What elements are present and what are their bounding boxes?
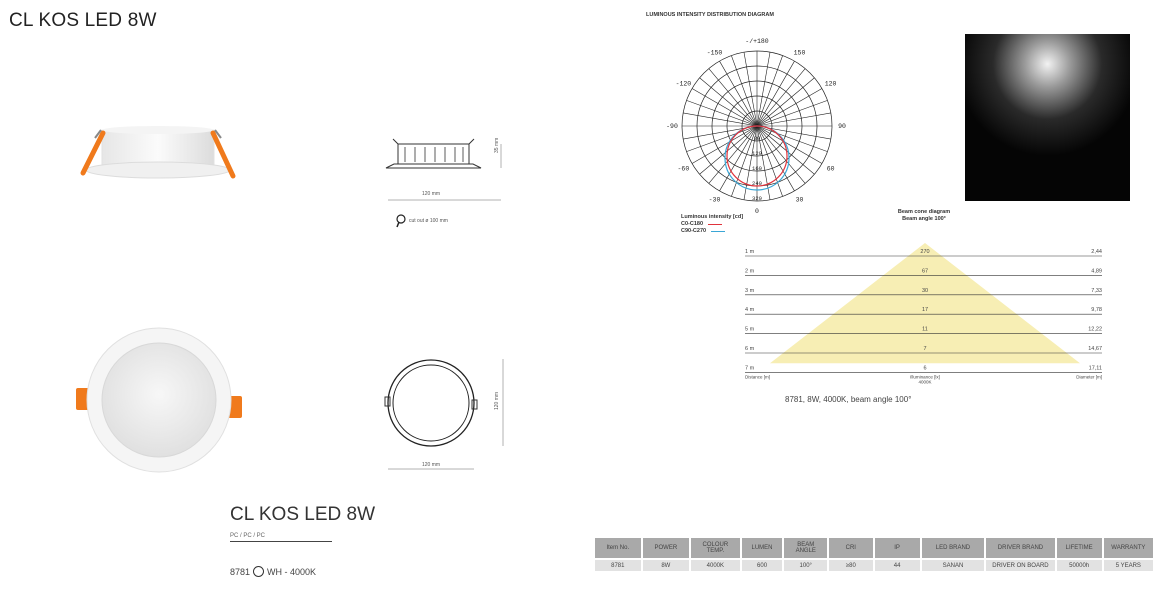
polar-radial-label: 80 — [753, 135, 761, 142]
dimension-width-top: 120 mm — [422, 462, 441, 468]
cone-illuminance: 6 — [923, 365, 927, 372]
cutout-label: cut out ø 100 mm — [409, 218, 448, 224]
legend-label: C0-C180 — [681, 221, 704, 227]
product-name: CL KOS LED 8W — [230, 504, 376, 525]
cone-distance: 5 m — [745, 326, 755, 333]
variant-label: WH - 4000K — [267, 566, 317, 577]
polar-diagram — [662, 28, 852, 215]
light-photo — [965, 34, 1130, 201]
legend-swatch — [711, 231, 725, 232]
legend-item-c90 — [681, 228, 743, 235]
legend-label: C90-C270 — [681, 228, 707, 234]
cone-distance: 2 m — [745, 268, 755, 275]
product-photo-front — [72, 330, 247, 470]
spec-table — [593, 536, 1155, 573]
spec-header-cell: WARRANTY — [1104, 538, 1153, 558]
cone-diameter: 17,11 — [1088, 365, 1102, 372]
polar-angle-label: -60 — [677, 165, 690, 173]
cone-footer-illuminance-sub: 4000K — [918, 379, 932, 385]
spec-cell: 50000h — [1057, 560, 1102, 571]
spec-header-cell: BEAM ANGLE — [784, 538, 827, 558]
polar-angle-label: 0 — [755, 208, 759, 215]
variant-code: 8781 — [230, 566, 251, 577]
polar-radial-label: 240 — [752, 180, 762, 187]
spec-header-cell: POWER — [643, 538, 689, 558]
cone-distance: 1 m — [745, 249, 755, 255]
cone-illuminance: 7 — [923, 346, 927, 352]
cone-illuminance: 30 — [921, 287, 929, 294]
spec-header-row — [595, 538, 1153, 558]
cone-illuminance: 270 — [920, 249, 930, 255]
spec-cell: 44 — [875, 560, 920, 571]
cone-distance: 3 m — [745, 287, 755, 294]
cone-diameter: 4,89 — [1091, 268, 1102, 275]
polar-angle-label: -150 — [706, 49, 723, 57]
dimension-height-top: 120 mm — [494, 391, 500, 410]
cone-distance: 6 m — [745, 346, 755, 352]
polar-angle-label: 90 — [838, 123, 846, 130]
cutout-icon — [395, 214, 407, 228]
cone-title — [880, 209, 968, 223]
polar-radial-label: 160 — [752, 165, 762, 172]
spec-cell: 600 — [742, 560, 783, 571]
page-title: CL KOS LED 8W — [9, 10, 157, 31]
spec-cell: 100° — [784, 560, 827, 571]
material-label: PC / PC / PC — [230, 533, 266, 539]
polar-legend — [681, 214, 743, 235]
polar-radial-label: 120 — [752, 150, 762, 157]
polar-angle-label: 30 — [795, 196, 804, 204]
beam-cone-diagram — [740, 238, 1110, 388]
tech-drawing-top — [383, 355, 508, 470]
cone-diameter: 7,33 — [1091, 287, 1102, 294]
tech-drawing-side — [383, 137, 508, 205]
cone-diameter: 2,44 — [1091, 249, 1102, 255]
spec-header-cell: COLOUR TEMP. — [691, 538, 740, 558]
cone-illuminance: 11 — [922, 326, 928, 333]
spec-cell: 8W — [643, 560, 689, 571]
dimension-width-side: 120 mm — [422, 191, 441, 197]
legend-swatch — [708, 224, 722, 225]
spec-header-cell: LUMEN — [742, 538, 783, 558]
spec-data-row — [595, 560, 1153, 571]
polar-angle-label: -120 — [675, 80, 692, 88]
spec-cell: 5 YEARS — [1104, 560, 1153, 571]
cone-footer-distance: Distance [m] — [745, 374, 771, 380]
spec-header-cell: LIFETIME — [1057, 538, 1102, 558]
spec-header-cell: DRIVER BRAND — [986, 538, 1054, 558]
spec-header-cell: CRI — [829, 538, 873, 558]
cone-footer-diameter: Diameter [m] — [1076, 374, 1102, 380]
cone-diameter: 14,67 — [1088, 346, 1102, 352]
spec-header-cell: IP — [875, 538, 920, 558]
spec-cell: SANAN — [922, 560, 985, 571]
divider — [230, 541, 332, 542]
cone-illuminance: 17 — [921, 307, 929, 314]
cone-subtitle: Beam angle 100° — [902, 216, 946, 222]
polar-angle-label: -/+180 — [745, 38, 769, 45]
legend-title: Luminous intensity [cd] — [681, 214, 744, 220]
cone-title-text: Beam cone diagram — [897, 209, 951, 215]
product-photo-side — [75, 118, 240, 193]
color-swatch-icon — [253, 566, 264, 577]
cone-caption: 8781, 8W, 4000K, beam angle 100° — [785, 395, 912, 404]
cone-distance: 4 m — [745, 307, 755, 314]
polar-diagram-title: LUMINOUS INTENSITY DISTRIBUTION DIAGRAM — [646, 12, 774, 18]
cone-diameter: 12,22 — [1088, 326, 1102, 333]
polar-radial-label: 320 — [752, 195, 762, 202]
variant — [230, 566, 316, 577]
spec-header-cell: LED BRAND — [922, 538, 985, 558]
spec-cell: 8781 — [595, 560, 641, 571]
spec-cell: 4000K — [691, 560, 740, 571]
polar-angle-label: 60 — [826, 165, 835, 173]
cone-illuminance: 67 — [921, 268, 929, 275]
spec-cell: DRIVER ON BOARD — [986, 560, 1054, 571]
polar-angle-label: 120 — [824, 80, 837, 88]
cone-footer-illuminance: Illuminance [lx] — [910, 374, 940, 380]
dimension-height: 35 mm — [494, 137, 500, 153]
legend-item-c0 — [681, 221, 743, 228]
spec-header-cell: Item No. — [595, 538, 641, 558]
polar-angle-label: 150 — [793, 49, 806, 57]
polar-angle-label: -90 — [666, 123, 678, 130]
spec-cell: ≥80 — [829, 560, 873, 571]
cone-diameter: 9,78 — [1091, 307, 1102, 314]
polar-angle-label: -30 — [708, 196, 721, 204]
cone-distance: 7 m — [745, 365, 755, 372]
